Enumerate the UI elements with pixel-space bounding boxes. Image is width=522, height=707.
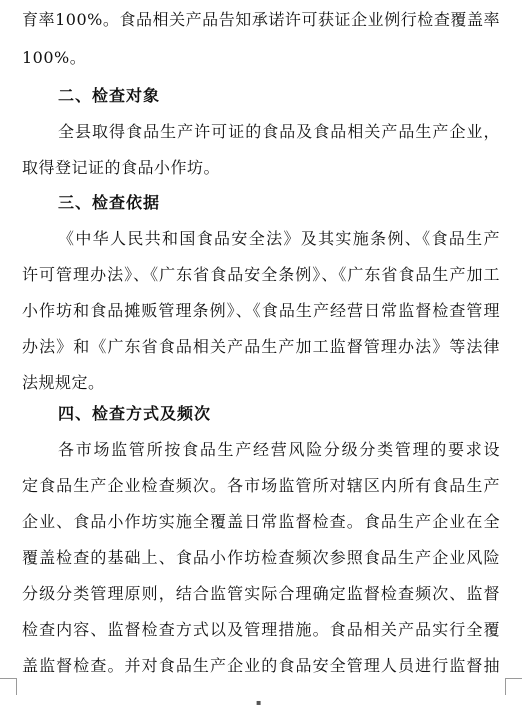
text-line: 办法》和《广东省食品相关产品生产加工监督管理办法》等法律 <box>22 337 500 356</box>
text-line: 育率100%。食品相关产品告知承诺许可获证企业例行检查覆盖率 <box>22 10 500 29</box>
page-number-marker: ▪ <box>256 698 262 707</box>
section-heading: 四、检查方式及频次 <box>58 404 212 423</box>
text-line: 取得登记证的食品小作坊。 <box>22 158 221 177</box>
text-line: 小作坊和食品摊贩管理条例》、《食品生产经营日常监督检查管理 <box>22 301 500 320</box>
text-line: 检查内容、监督检查方式以及管理措施。食品相关产品实行全覆 <box>22 620 500 639</box>
section-heading: 三、检查依据 <box>58 193 161 212</box>
page-corner-mark-right <box>505 678 522 695</box>
text-line: 100%。 <box>22 48 87 67</box>
text-line: 盖监督检查。并对食品生产企业的食品安全管理人员进行监督抽 <box>22 656 500 675</box>
text-line: 定食品生产企业检查频次。各市场监管所对辖区内所有食品生产 <box>22 476 500 495</box>
text-line: 法规规定。 <box>22 373 105 392</box>
page-corner-mark-left <box>0 678 17 695</box>
text-line: 企业、食品小作坊实施全覆盖日常监督检查。食品生产企业在全 <box>22 512 500 531</box>
text-line: 《中华人民共和国食品安全法》及其实施条例、《食品生产 <box>58 229 500 248</box>
section-heading: 二、检查对象 <box>58 86 161 105</box>
text-line: 各市场监管所按食品生产经营风险分级分类管理的要求设 <box>58 440 500 459</box>
text-line: 全县取得食品生产许可证的食品及食品相关产品生产企业， <box>58 122 500 141</box>
text-line: 分级分类管理原则，结合监管实际合理确定监督检查频次、监督 <box>22 584 500 603</box>
text-line: 许可管理办法》、《广东省食品安全条例》、《广东省食品生产加工 <box>22 265 500 284</box>
text-line: 覆盖检查的基础上、食品小作坊检查频次参照食品生产企业风险 <box>22 548 500 567</box>
